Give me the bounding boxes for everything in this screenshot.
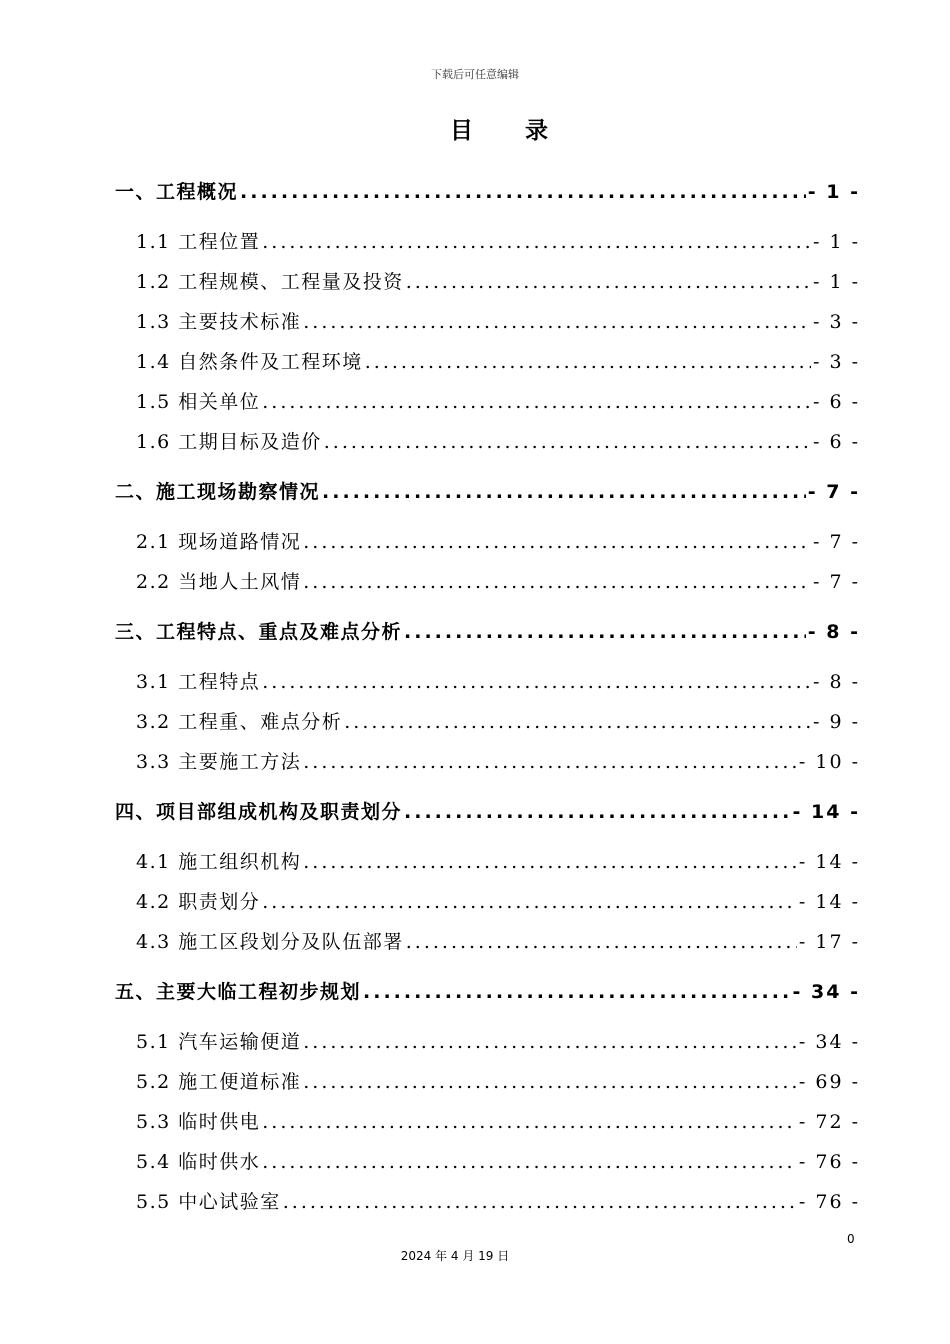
- toc-entry-page: - 8 -: [812, 671, 860, 693]
- toc-entry-page: - 3 -: [812, 311, 860, 333]
- toc-entry-text: 4.1 施工组织机构: [136, 851, 302, 873]
- toc-entry-5-5[interactable]: [136, 1189, 860, 1215]
- toc-entry-page: - 1 -: [812, 271, 860, 293]
- toc-entry-1-6[interactable]: [136, 429, 860, 455]
- toc-entry-page: - 3 -: [812, 351, 860, 373]
- toc-entry-page: - 17 -: [798, 931, 860, 953]
- toc-entry-1-4[interactable]: [136, 349, 860, 375]
- toc-entry-text: 2.2 当地人土风情: [136, 571, 302, 593]
- toc-entry-page: - 14 -: [798, 851, 860, 873]
- toc-entry-text: 五、主要大临工程初步规划: [115, 981, 362, 1003]
- page-number: 0: [847, 1232, 855, 1246]
- toc-dot-leader: [406, 929, 797, 955]
- toc-entry-1-5[interactable]: [136, 389, 860, 415]
- toc-entry-1-1[interactable]: [136, 229, 860, 255]
- toc-dot-leader: [303, 849, 797, 875]
- toc-entry-page: - 34 -: [792, 981, 860, 1003]
- toc-dot-leader: [303, 529, 811, 555]
- toc-entry-text: 1.4 自然条件及工程环境: [136, 351, 363, 373]
- toc-entry-text: 5.1 汽车运输便道: [136, 1031, 302, 1053]
- toc-entry-page: - 7 -: [812, 531, 860, 553]
- toc-entry-page: - 8 -: [807, 621, 860, 643]
- toc-entry-text: 一、工程概况: [115, 181, 239, 203]
- toc-entry-4-1[interactable]: [136, 849, 860, 875]
- toc-dot-leader: [365, 349, 811, 375]
- toc-entry-page: - 14 -: [792, 801, 860, 823]
- toc-dot-leader: [262, 669, 811, 695]
- toc-entry-text: 二、施工现场勘察情况: [115, 481, 321, 503]
- toc-dot-leader: [262, 229, 811, 255]
- toc-dot-leader: [262, 1149, 797, 1175]
- toc-title: 目 录: [449, 118, 570, 144]
- toc-entry-page: - 9 -: [812, 711, 860, 733]
- toc-entry-3-3[interactable]: [136, 749, 860, 775]
- toc-dot-leader: [324, 429, 811, 455]
- toc-entry-page: - 76 -: [798, 1151, 860, 1173]
- toc-entry-page: - 7 -: [807, 481, 860, 503]
- toc-entry-text: 1.1 工程位置: [136, 231, 261, 253]
- toc-entry-page: - 1 -: [807, 181, 860, 203]
- toc-dot-leader: [262, 1109, 797, 1135]
- toc-dot-leader: [404, 619, 806, 645]
- toc-dot-leader: [322, 479, 806, 505]
- toc-dot-leader: [404, 799, 791, 825]
- toc-entry-text: 5.3 临时供电: [136, 1111, 261, 1133]
- toc-entry-chapter-3[interactable]: [115, 619, 860, 645]
- toc-entry-5-2[interactable]: [136, 1069, 860, 1095]
- toc-entry-text: 3.1 工程特点: [136, 671, 261, 693]
- toc-dot-leader: [303, 309, 811, 335]
- toc-entry-page: - 69 -: [798, 1071, 860, 1093]
- toc-entry-5-1[interactable]: [136, 1029, 860, 1055]
- toc-entry-page: - 14 -: [798, 891, 860, 913]
- toc-dot-leader: [344, 709, 811, 735]
- toc-entry-text: 4.3 施工区段划分及队伍部署: [136, 931, 404, 953]
- toc-entry-2-2[interactable]: [136, 569, 860, 595]
- toc-dot-leader: [262, 389, 811, 415]
- toc-entry-text: 3.3 主要施工方法: [136, 751, 302, 773]
- toc-entry-text: 四、项目部组成机构及职责划分: [115, 801, 403, 823]
- toc-entry-chapter-5[interactable]: [115, 979, 860, 1005]
- toc-entry-page: - 34 -: [798, 1031, 860, 1053]
- page-header: 下载后可任意编辑: [431, 68, 519, 81]
- toc-entry-text: 5.2 施工便道标准: [136, 1071, 302, 1093]
- toc-entry-2-1[interactable]: [136, 529, 860, 555]
- toc-entry-1-3[interactable]: [136, 309, 860, 335]
- toc-entry-text: 1.3 主要技术标准: [136, 311, 302, 333]
- toc-dot-leader: [262, 889, 797, 915]
- toc-dot-leader: [303, 749, 797, 775]
- toc-entry-page: - 7 -: [812, 571, 860, 593]
- toc-entry-chapter-1[interactable]: [115, 179, 860, 205]
- toc-entry-text: 1.5 相关单位: [136, 391, 261, 413]
- toc-entry-page: - 6 -: [812, 391, 860, 413]
- footer-date: 2024 年 4 月 19 日: [400, 1249, 510, 1263]
- toc-entry-text: 5.5 中心试验室: [136, 1191, 281, 1213]
- toc-entry-text: 3.2 工程重、难点分析: [136, 711, 343, 733]
- toc-entry-3-1[interactable]: [136, 669, 860, 695]
- toc-entry-5-3[interactable]: [136, 1109, 860, 1135]
- toc-dot-leader: [240, 179, 806, 205]
- toc-entry-page: - 76 -: [798, 1191, 860, 1213]
- toc-dot-leader: [303, 1029, 797, 1055]
- toc-dot-leader: [303, 1069, 797, 1095]
- toc-entry-text: 4.2 职责划分: [136, 891, 261, 913]
- toc-entry-chapter-2[interactable]: [115, 479, 860, 505]
- toc-entry-page: - 1 -: [812, 231, 860, 253]
- toc-entry-4-2[interactable]: [136, 889, 860, 915]
- toc-entry-text: 三、工程特点、重点及难点分析: [115, 621, 403, 643]
- toc-entry-text: 1.6 工期目标及造价: [136, 431, 322, 453]
- toc-entry-text: 5.4 临时供水: [136, 1151, 261, 1173]
- toc-entry-5-4[interactable]: [136, 1149, 860, 1175]
- toc-entry-1-2[interactable]: [136, 269, 860, 295]
- toc-entry-chapter-4[interactable]: [115, 799, 860, 825]
- toc-entry-page: - 72 -: [798, 1111, 860, 1133]
- toc-dot-leader: [303, 569, 811, 595]
- toc-entry-page: - 10 -: [798, 751, 860, 773]
- toc-entry-3-2[interactable]: [136, 709, 860, 735]
- toc-entry-text: 2.1 现场道路情况: [136, 531, 302, 553]
- toc-entry-text: 1.2 工程规模、工程量及投资: [136, 271, 404, 293]
- toc-entry-page: - 6 -: [812, 431, 860, 453]
- toc-dot-leader: [406, 269, 811, 295]
- toc-dot-leader: [283, 1189, 797, 1215]
- toc-dot-leader: [363, 979, 791, 1005]
- toc-entry-4-3[interactable]: [136, 929, 860, 955]
